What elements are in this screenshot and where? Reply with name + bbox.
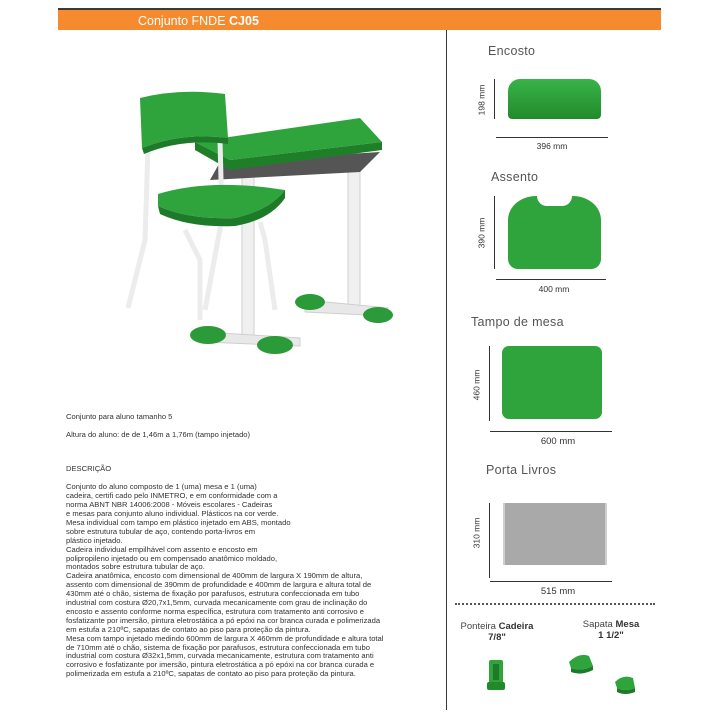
seat-width-line	[496, 279, 606, 280]
seat-diagram	[508, 196, 601, 269]
chair-tip-image	[486, 658, 506, 692]
backrest-height-line	[494, 79, 495, 119]
product-description	[66, 404, 442, 688]
vertical-divider	[446, 30, 447, 710]
bookrack-diagram	[503, 503, 607, 565]
backrest-diagram	[508, 79, 601, 119]
intro-line-2: Altura do aluno: de de 1,46m a 1,76m (tampo injetado)	[66, 429, 251, 439]
intro-line-1: Conjunto para aluno tamanho 5	[66, 411, 173, 421]
chair-tip-prefix: Ponteira	[460, 621, 496, 632]
dotted-separator	[455, 603, 655, 606]
seat-label: Assento	[491, 170, 539, 184]
seat-height-line	[494, 196, 495, 269]
bookrack-label: Porta Livros	[486, 463, 557, 477]
tabletop-width-line	[490, 431, 612, 432]
tabletop-label: Tampo de mesa	[471, 315, 564, 329]
tabletop-width: 600 mm	[540, 436, 576, 447]
chair-tip-label	[452, 621, 542, 643]
tabletop-height-line	[489, 346, 490, 421]
bookrack-height: 310 mm	[471, 517, 482, 549]
table-foot-bold: Mesa	[615, 619, 640, 630]
header-prefix: Conjunto FNDE	[138, 14, 226, 28]
description-heading: DESCRIÇÃO	[66, 464, 112, 474]
chair-tip-bold: Cadeira	[498, 621, 534, 632]
seat-notch	[537, 196, 572, 206]
backrest-height: 198 mm	[476, 84, 487, 116]
bookrack-width-line	[490, 581, 612, 582]
tabletop-diagram	[502, 346, 602, 419]
seat-width: 400 mm	[538, 284, 570, 294]
bookrack-height-line	[489, 503, 490, 578]
tabletop-height: 460 mm	[471, 369, 482, 401]
header-banner	[58, 8, 661, 30]
chair-tip-size: 7/8"	[488, 632, 506, 643]
bookrack-width: 515 mm	[540, 586, 576, 597]
backrest-width: 396 mm	[536, 141, 568, 151]
description-body: Conjunto do aluno composto de 1 (uma) mesa e 1 (uma) cadeira, certifi cado pelo INMETRO, e em conformidade com a norma ABNT NBR 14006:2008 - Móveis escolares - Cadeiras e mesas para conjunto aluno individual. Plásticos na cor verde. Mesa individual com tampo em plástico injetado em ABS, montado sobre estrutura tubular de aço, contendo porta-livros em plástico injetado. Cadeira individual empilhável com assento e encosto em polipropileno injetado ou em compensado anatômico moldado, montados sobre estrutura tubular de aço. Cadeira anatômica, encosto com dimensional de 400mm de largura X 190mm de altura, assento com dimensional de 390mm de profundidade e 400mm de largura e altura total de 430mm até o chão, sistema de fixação por parafusos, estrutura confeccionada em tubo industrial com costura Ø20,7x1,5mm, curvada mecanicamente com grau de inclinação do encosto e assento conforme norma específica, estrutura com tratamento anti corrosivo e fosfatizante por imersão, pintura eletrostática a pó epóxi na cor branca curada e polimerizada em estufa a 210ºC, sapatas de contato ao piso para proteção da pintura. Mesa com tampo injetado medindo 600mm de largura X 460mm de profundidade e altura total de 710mm até o chão, sistema de fixação por parafusos, estrutura confeccionada em tubo industrial com costura Ø32x1,5mm, curvada mecanicamente, estrutura com tratamento anti corrosivo e fosfatizante por imersão, pintura eletrostática a pó epóxi na cor branca curada e polimerizada em estufa a 210ºC, sapatas de contato ao piso para proteção da pintura.	[66, 482, 384, 679]
seat-height: 390 mm	[476, 217, 487, 249]
backrest-label: Encosto	[488, 44, 536, 58]
desk-chair-illustration	[110, 80, 420, 360]
table-foot-size: 1 1/2"	[598, 630, 624, 641]
table-foot-image	[563, 648, 643, 696]
backrest-width-line	[496, 137, 608, 138]
header-code: CJ05	[229, 14, 259, 28]
table-foot-label	[566, 619, 656, 641]
table-foot-prefix: Sapata	[582, 619, 613, 630]
